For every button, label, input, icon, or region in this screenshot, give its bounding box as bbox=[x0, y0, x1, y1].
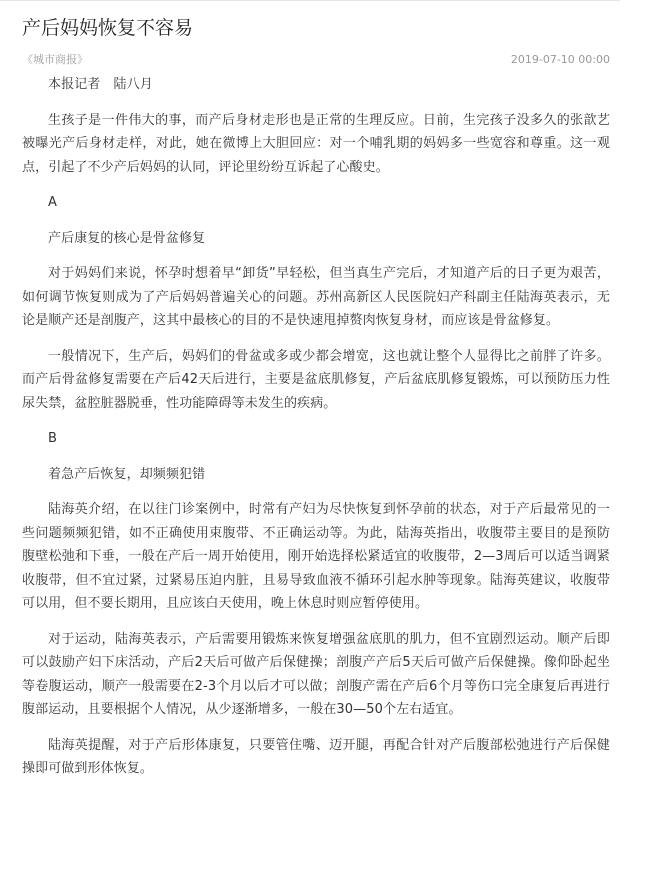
article-source: 《城市商报》 bbox=[22, 53, 88, 66]
article-title: 产后妈妈恢复不容易 bbox=[22, 17, 194, 39]
paragraph: 陆海英介绍，在以往门诊案例中，时常有产妇为尽快恢复到怀孕前的状态，对于产后最常见的一些问题频频犯错，如不正确使用束腹带、不正确运动等。为此，陆海英指出，收腹带主要目的是预防腹壁松弛和下垂，一般在产后一周开始使用，刚开始选择松紧适宜的收腹带，2—3周后可以适当调紧收腹带，但不宜过紧，过紧易压迫内脏，且易导致血液不循环引起水肿等现象。陆海英建议，收腹带可以用，但不要长期用，且应该白天使用，晚上休息时则应暂停使用。 bbox=[22, 502, 610, 611]
reporter-byline: 本报记者 陆八月 bbox=[48, 77, 153, 92]
article-meta bbox=[22, 50, 610, 70]
section-heading: 产后康复的核心是骨盆修复 bbox=[48, 230, 206, 246]
section-heading: 着急产后恢复，却频频犯错 bbox=[48, 466, 206, 482]
article-date: 2019-07-10 00:00 bbox=[510, 53, 610, 66]
paragraph: 对于运动，陆海英表示，产后需要用锻炼来恢复增强盆底肌的肌力，但不宜剧烈运动。顺产后即可以鼓励产妇下床活动，产后2天后可做产后保健操；剖腹产产后5天后可做产后保健操。像仰卧起坐等卷腹运动，顺产一般需要在2-3个月以后才可以做；剖腹产需在产后6个月等伤口完全康复后再进行腹部运动，且要根据个人情况，从少逐渐增多，一般在30—50个左右适宜。 bbox=[22, 631, 610, 717]
paragraph: 一般情况下，生产后，妈妈们的骨盆或多或少都会增宽，这也就让整个人显得比之前胖了许多。而产后骨盆修复需要在产后42天后进行，主要是盆底肌修复，产后盆底肌修复锻炼，可以预防压力性尿失禁，盆腔脏器脱垂，性功能障碍等未发生的疾病。 bbox=[22, 348, 610, 411]
section-marker: B bbox=[48, 431, 58, 446]
section-marker: A bbox=[48, 195, 57, 210]
paragraph: 对于妈妈们来说，怀孕时想着早“卸货”早轻松，但当真生产完后，才知道产后的日子更为艰苦，如何调节恢复则成为了产后妈妈普遍关心的问题。苏州高新区人民医院妇产科副主任陆海英表示，无论是顺产还是剖腹产，这其中最核心的目的不是快速甩掉赘肉恢复身材，而应该是骨盆修复。 bbox=[22, 266, 610, 328]
top-divider bbox=[0, 0, 620, 1]
paragraph: 陆海英提醒，对于产后形体康复，只要管住嘴、迈开腿，再配合针对产后腹部松弛进行产后保健操即可做到形体恢复。 bbox=[22, 737, 610, 776]
article-body bbox=[22, 73, 610, 793]
paragraph: 生孩子是一件伟大的事，而产后身材走形也是正常的生理反应。日前，生完孩子没多久的张歆艺被曝光产后身材走样，对此，她在微博上大胆回应：对一个哺乳期的妈妈多一些宽容和尊重。这一观点，引起了不少产后妈妈的认同，评论里纷纷互诉起了心酸史。 bbox=[22, 112, 610, 175]
